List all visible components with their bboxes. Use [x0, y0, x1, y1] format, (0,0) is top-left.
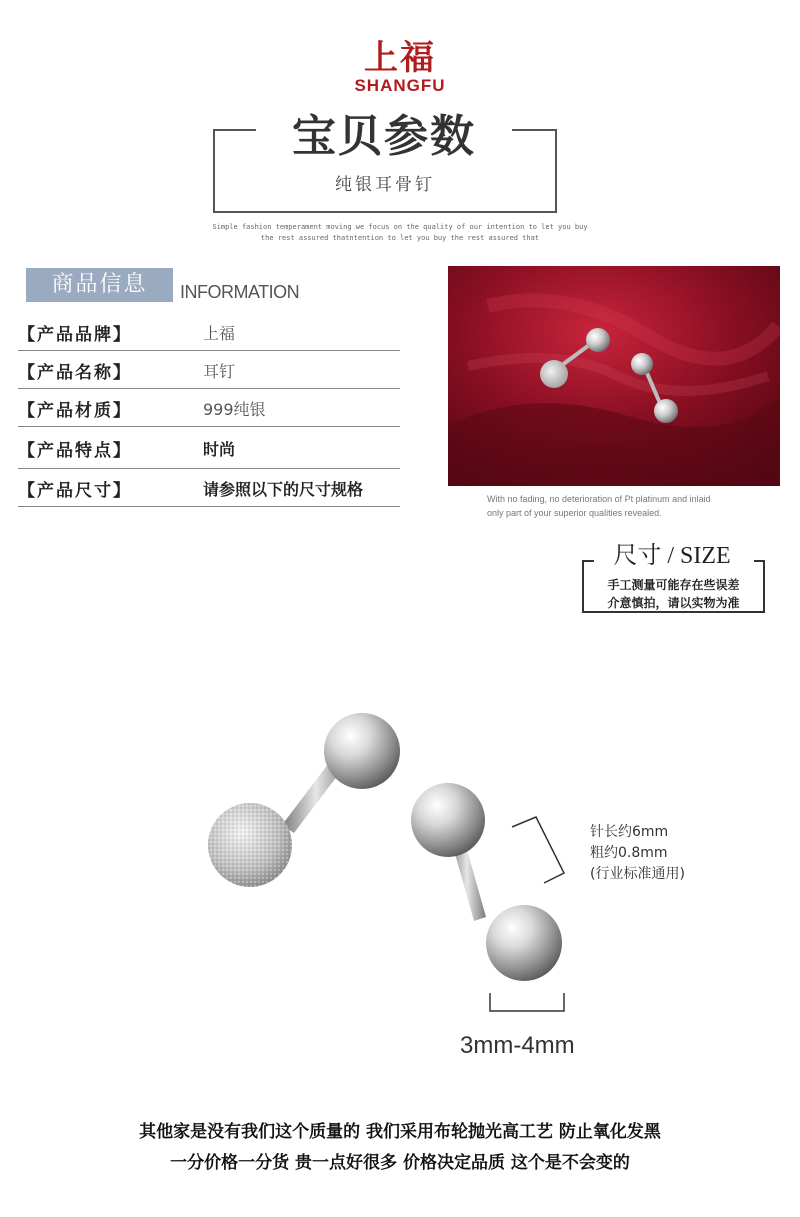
info-heading-en: INFORMATION	[180, 282, 300, 302]
info-row	[18, 468, 400, 507]
size-note: 手工测量可能存在些误差	[607, 578, 740, 592]
info-row	[18, 350, 400, 389]
info-value: 时尚	[203, 440, 236, 459]
slogan-line: Simple fashion temperament moving we focus on the quality of our intention to let you buy	[212, 223, 588, 231]
info-badge: 商品信息	[26, 268, 173, 302]
title-frame-line	[213, 129, 256, 131]
slogan-line: the rest assured thatntention to let you buy the rest assured that	[260, 234, 540, 242]
info-value: 请参照以下的尺寸规格	[203, 480, 364, 499]
spec-ball-size: 3mm-4mm	[460, 1032, 575, 1059]
spec-thickness: 粗约0.8mm	[590, 845, 668, 861]
info-value: 耳钉	[203, 362, 236, 381]
info-row	[18, 388, 400, 427]
spec-standard: (行业标准通用)	[590, 866, 685, 882]
page-title: 宝贝参数	[292, 111, 476, 162]
brand-logo-en: SHANGFU	[354, 76, 446, 95]
product-photo	[448, 266, 780, 486]
info-key: 【产品名称】	[18, 363, 132, 383]
info-key: 【产品特点】	[18, 441, 132, 461]
product-photo-image	[448, 266, 780, 486]
info-key: 【产品品牌】	[18, 325, 132, 345]
photo-caption: With no fading, no deterioration of Pt platinum and inlaid	[487, 494, 711, 504]
info-key: 【产品尺寸】	[18, 481, 132, 501]
info-row	[18, 428, 400, 469]
bottom-slogan: 一分价格一分货 贵一点好很多 价格决定品质 这个是不会变的	[170, 1153, 630, 1173]
page-subtitle: 纯银耳骨钉	[335, 175, 435, 195]
size-note: 介意慎拍，请以实物为准	[607, 596, 740, 610]
size-title: 尺寸 / SIZE	[613, 543, 731, 569]
earring-illustration	[190, 705, 610, 1015]
bottom-slogan: 其他家是没有我们这个质量的 我们采用布轮抛光高工艺 防止氧化发黑	[139, 1122, 661, 1142]
title-frame-line	[512, 129, 557, 131]
photo-caption: only part of your superior qualities revealed.	[487, 508, 662, 518]
brand-logo-cn: 上福	[364, 38, 436, 78]
info-row	[18, 312, 400, 351]
info-value: 上福	[203, 324, 236, 343]
info-value: 999纯银	[203, 400, 266, 419]
product-illustration	[190, 705, 610, 1015]
spec-length: 针长约6mm	[590, 824, 669, 840]
info-key: 【产品材质】	[18, 401, 132, 421]
